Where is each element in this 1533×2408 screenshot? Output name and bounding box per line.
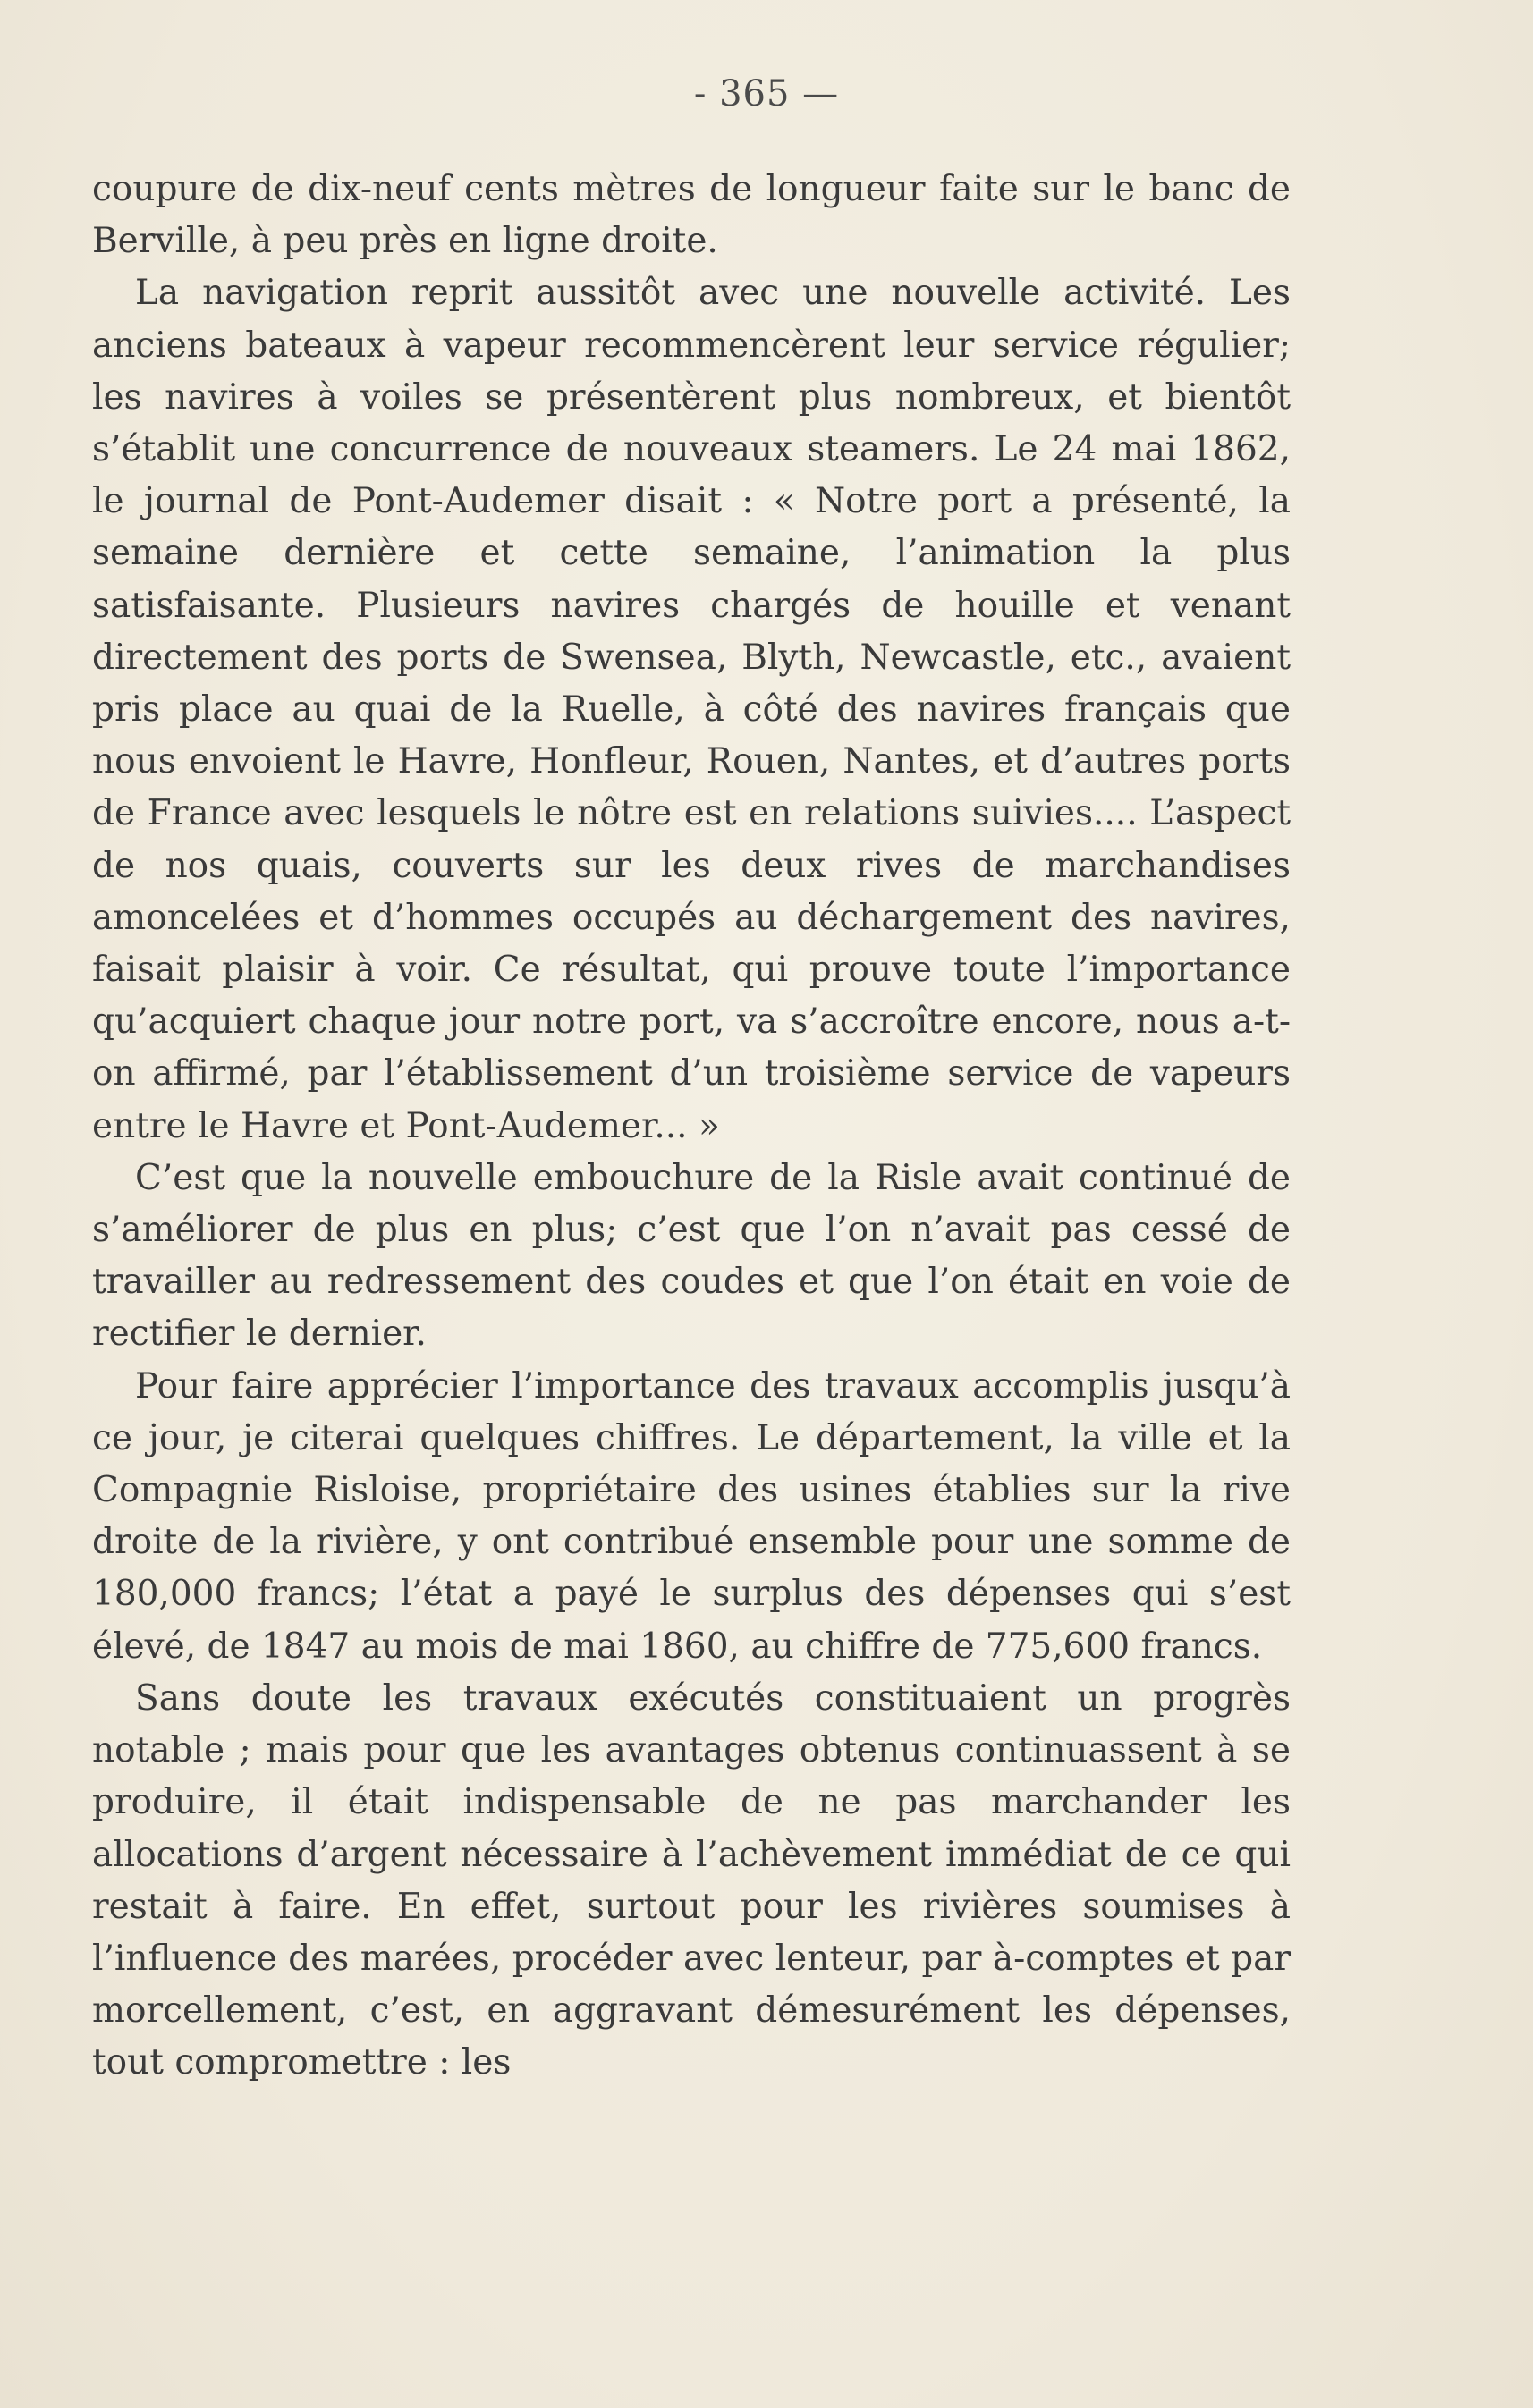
paragraph-5: Sans doute les travaux exécutés constituaient un progrès notable ; mais pour que les avantages obtenus continuassent à se produire, il était indispensable de ne pas marchander les allocations d’argent nécessaire à l’achèvement immédiat de ce qui restait à faire. En effet, surtout pour les rivières soumises à l’influence des marées, procéder avec lenteur, par à-comptes et par morcellement, c’est, en aggravant démesurément les dépenses, tout compromettre : les <box>92 1677 1291 2083</box>
paragraph-1: coupure de dix-neuf cents mètres de longueur faite sur le banc de Berville, à peu près en ligne droite. <box>92 169 1291 262</box>
paragraph-2: La navigation reprit aussitôt avec une nouvelle activité. Les anciens bateaux à vapeur recommencèrent leur service régulier; les navires à voiles se présentèrent plus nombreux, et bientôt s’établit une concurrence de nouveaux steamers. Le 24 mai 1862, le journal de Pont-Audemer disait : « Notre port a présenté, la semaine dernière et cette semaine, l’animation la plus satisfaisante. Plusieurs navires chargés de houille et venant directement des ports de Swensea, Blyth, Newcastle, etc., avaient pris place au quai de la Ruelle, à côté des navires français que nous envoient le Havre, Honfleur, Rouen, Nantes, et d’autres ports de France avec lesquels le nôtre est en relations suivies.... L’aspect de nos quais, couverts sur les deux rives de marchandises amoncelées et d’hommes occupés au déchargement des navires, faisait plaisir à voir. Ce résultat, qui prouve toute l’importance qu’acquiert chaque jour notre port, va s’accroître encore, nous a-t-on affirmé, par l’établissement d’un troisième service de vapeurs entre le Havre et Pont-Audemer... » <box>92 273 1291 1146</box>
paragraph-4: Pour faire apprécier l’importance des travaux accomplis jusqu’à ce jour, je citerai quelques chiffres. Le département, la ville et la Compagnie Risloise, propriétaire des usines établies sur la rive droite de la rivière, y ont contribué ensemble pour une somme de 180,000 francs; l’état a payé le surplus des dépenses qui s’est élevé, de 1847 au mois de mai 1860, au chiffre de 775,600 francs. <box>92 1365 1291 1667</box>
body-text <box>92 164 1291 2090</box>
paragraph-3: C’est que la nouvelle embouchure de la Risle avait continué de s’améliorer de plus en plus; c’est que l’on n’avait pas cessé de travailler au redressement des coudes et que l’on était en voie de rectifier le dernier. <box>92 1157 1291 1355</box>
page-number: - 365 — <box>693 73 840 114</box>
